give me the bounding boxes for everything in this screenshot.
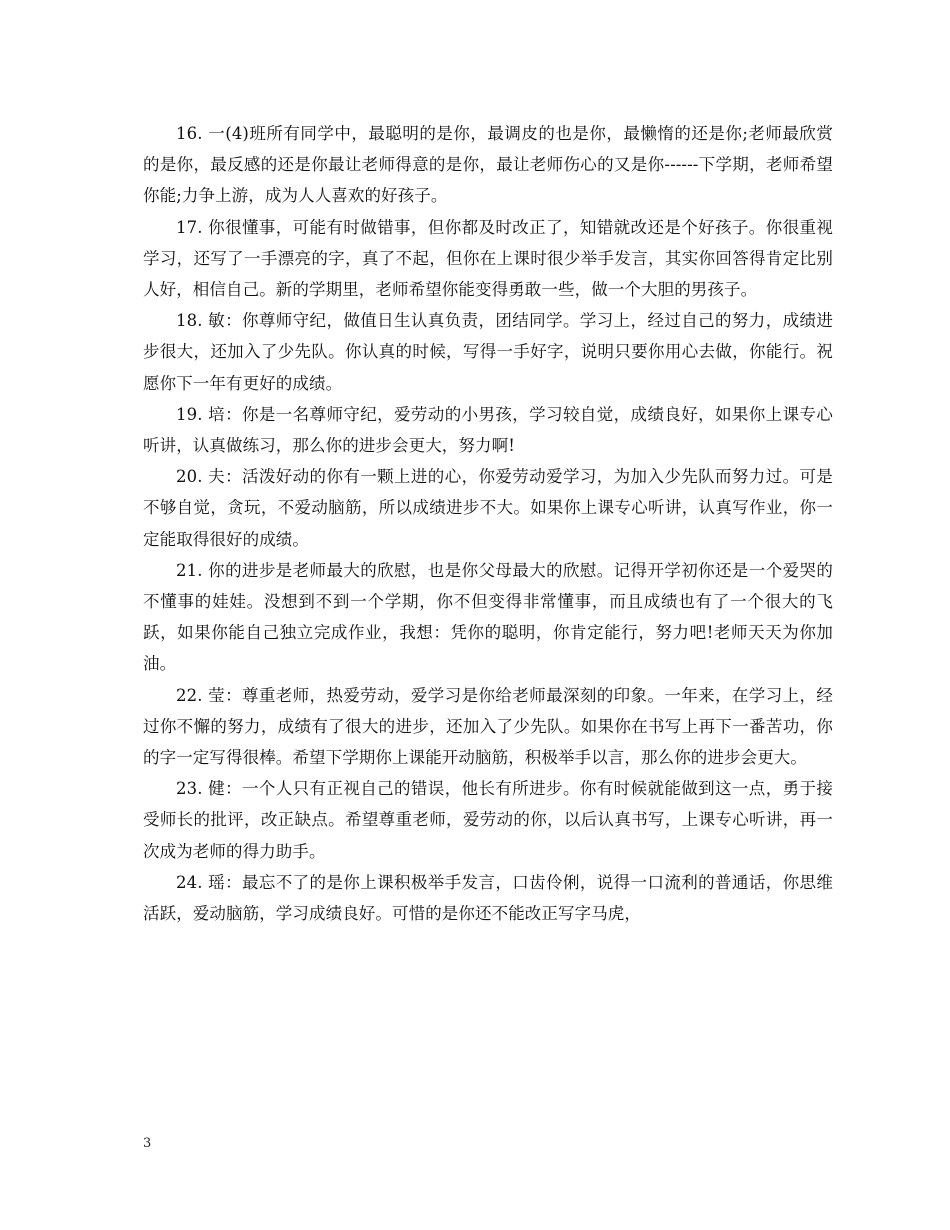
document-body [143,118,833,929]
paragraph-19: 19. 培：你是一名尊师守纪，爱劳动的小男孩，学习较自觉，成绩良好，如果你上课专心听讲，认真做练习，那么你的进步会更大，努力啊! [143,404,833,456]
paragraph-24: 24. 瑶：最忘不了的是你上课积极举手发言，口齿伶俐，说得一口流利的普通话，你思维活跃，爱动脑筋，学习成绩良好。可惜的是你还不能改正写字马虎， [143,872,833,924]
page-number: 3 [143,1136,152,1151]
paragraph-21: 21. 你的进步是老师最大的欣慰，也是你父母最大的欣慰。记得开学初你还是一个爱哭的不懂事的娃娃。没想到不到一个学期，你不但变得非常懂事，而且成绩也有了一个很大的飞跃，如果你能自己独立完成作业，我想：凭你的聪明，你肯定能行，努力吧!老师天天为你加油。 [143,560,833,674]
paragraph-20: 20. 夫：活泼好动的你有一颗上进的心，你爱劳动爱学习，为加入少先队而努力过。可是不够自觉，贪玩，不爱动脑筋，所以成绩进步不大。如果你上课专心听讲，认真写作业，你一定能取得很好的成绩。 [143,467,833,549]
paragraph-18: 18. 敏：你尊师守纪，做值日生认真负责，团结同学。学习上，经过自己的努力，成绩进步很大，还加入了少先队。你认真的时候，写得一手好字，说明只要你用心去做，你能行。祝愿你下一年有更好的成绩。 [143,311,833,393]
paragraph-17: 17. 你很懂事，可能有时做错事，但你都及时改正了，知错就改还是个好孩子。你很重视学习，还写了一手漂亮的字，真了不起，但你在上课时很少举手发言，其实你回答得肯定比别人好，相信自己。新的学期里，老师希望你能变得勇敢一些，做一个大胆的男孩子。 [143,217,833,300]
paragraph-23: 23. 健：一个人只有正视自己的错误，他长有所进步。你有时候就能做到这一点，勇于接受师长的批评，改正缺点。希望尊重老师，爱劳动的你，以后认真书写，上课专心听讲，再一次成为老师的得力助手。 [143,779,833,861]
paragraph-16: 16. 一(4)班所有同学中，最聪明的是你，最调皮的也是你，最懒惰的还是你;老师最欣赏的是你，最反感的还是你最让老师得意的是你，最让老师伤心的又是你------下学期，老师希望你能;力争上游，成为人人喜欢的好孩子。 [143,124,833,206]
paragraph-22: 22. 莹：尊重老师，热爱劳动，爱学习是你给老师最深刻的印象。一年来，在学习上，经过你不懈的努力，成绩有了很大的进步，还加入了少先队。如果你在书写上再下一番苦功，你的字一定写得很棒。希望下学期你上课能开动脑筋，积极举手以言，那么你的进步会更大。 [143,685,833,768]
